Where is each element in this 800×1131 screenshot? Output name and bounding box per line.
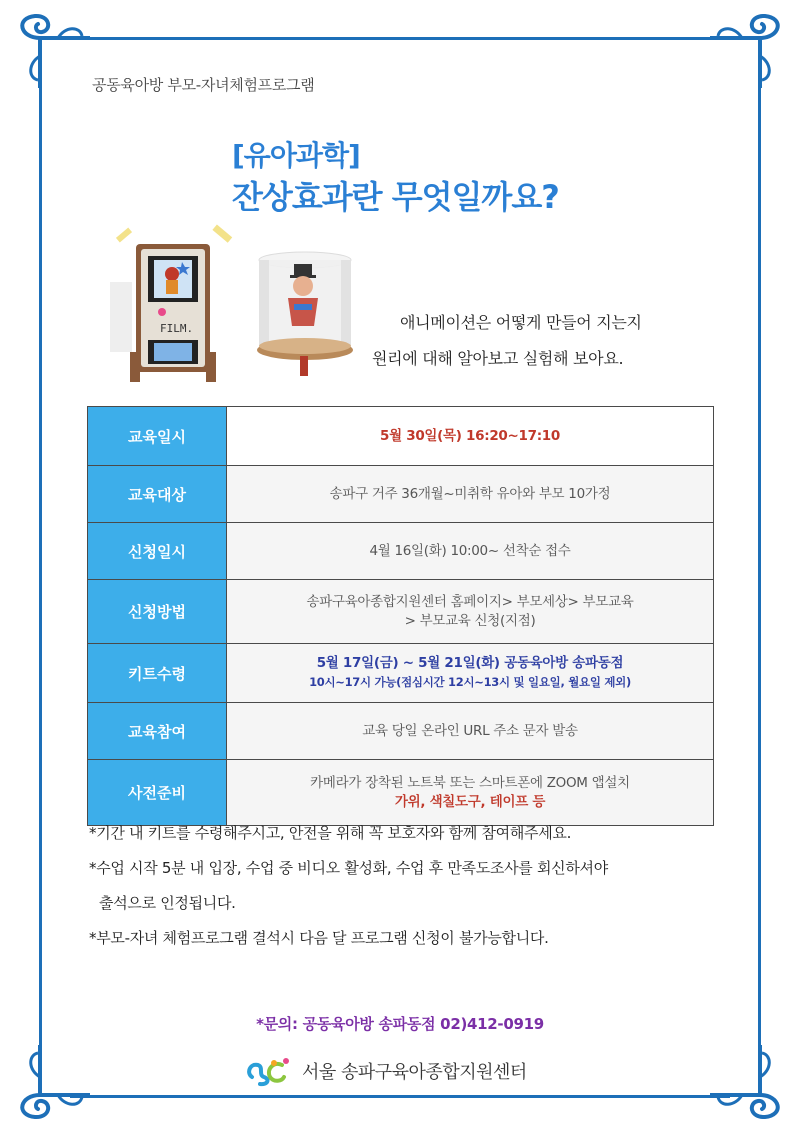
corner-ornament-icon	[10, 1035, 100, 1125]
contact-info: *문의: 공동육아방 송파동점 02)412-0919	[256, 1015, 544, 1033]
corner-ornament-icon	[700, 8, 790, 98]
page-title	[232, 138, 559, 220]
preparation-line2: 가위, 색칠도구, 테이프 등	[394, 793, 546, 810]
frame-left-border	[39, 80, 42, 1051]
kit-pickup-line2: 10시~17시 가능(점심시간 12시~13시 및 일요일, 월요일 제외)	[309, 675, 631, 689]
info-table	[87, 406, 714, 826]
org-name: 서울 송파구육아종합지원센터	[302, 1062, 527, 1083]
note-2b: 출석으로 인정됩니다.	[99, 894, 236, 912]
footer	[244, 1055, 527, 1087]
title-main: 잔상효과란 무엇일까요?	[232, 178, 559, 216]
description	[372, 305, 642, 377]
preparation-line1: 카메라가 장착된 노트북 또는 스마트폰에 ZOOM 앱설치	[310, 774, 630, 791]
title-category: [유아과학]	[232, 139, 360, 172]
corner-ornament-icon	[700, 1035, 790, 1125]
table-header-cell: 교육대상	[88, 466, 227, 522]
table-row-participation	[88, 702, 713, 759]
description-line2: 원리에 대해 알아보고 실험해 보아요.	[372, 349, 624, 368]
frame-bottom-border	[70, 1095, 730, 1098]
table-value-cell	[227, 407, 713, 465]
table-row-target	[88, 465, 713, 522]
participation: 교육 당일 온라인 URL 주소 문자 발송	[362, 722, 578, 739]
table-value-cell	[227, 523, 713, 579]
table-value-cell	[227, 644, 713, 702]
film-toy-illustration	[108, 222, 238, 382]
note-1: *기간 내 키트를 수령해주시고, 안전을 위해 꼭 보호자와 함께 참여해주세요.	[89, 824, 572, 842]
table-header-cell: 교육일시	[88, 407, 227, 465]
table-row-apply-date	[88, 522, 713, 579]
corner-ornament-icon	[10, 8, 100, 98]
description-line1: 애니메이션은 어떻게 만들어 지는지	[400, 313, 642, 332]
table-value-cell	[227, 760, 713, 825]
note-2a: *수업 시작 5분 내 입장, 수업 중 비디오 활성화, 수업 후 만족도조사를 회신하셔야	[89, 859, 608, 877]
note-3: *부모-자녀 체험프로그램 결석시 다음 달 프로그램 신청이 불가능합니다.	[89, 929, 549, 947]
table-header-cell: 신청일시	[88, 523, 227, 579]
table-header-cell: 키트수령	[88, 644, 227, 702]
apply-method-line1: 송파구육아종합지원센터 홈페이지> 부모세상> 부모교육	[306, 593, 634, 610]
table-row-apply-method	[88, 579, 713, 643]
table-header-cell: 사전준비	[88, 760, 227, 825]
table-header-cell: 교육참여	[88, 703, 227, 759]
table-row-date	[88, 407, 713, 465]
frame-top-border	[70, 37, 730, 40]
edu-target: 송파구 거주 36개월~미취학 유아와 부모 10가정	[329, 485, 611, 502]
program-label: 공동육아방 부모-자녀체험프로그램	[92, 76, 315, 94]
table-header-cell: 신청방법	[88, 580, 227, 643]
apply-method-line2: > 부모교육 신청(지점)	[404, 612, 536, 629]
frame-right-border	[758, 80, 761, 1051]
edu-date: 5월 30일(목) 16:20~17:10	[380, 427, 560, 444]
table-row-kit-pickup	[88, 643, 713, 702]
notes	[89, 822, 608, 949]
apply-date: 4월 16일(화) 10:00~ 선착순 접수	[369, 542, 571, 559]
table-value-cell	[227, 466, 713, 522]
svg-text:SC: SC	[244, 1055, 246, 1056]
org-logo-icon	[244, 1055, 294, 1087]
film-caption: FILM.	[160, 322, 194, 335]
table-value-cell	[227, 703, 713, 759]
kit-pickup-line1: 5월 17일(금) ~ 5월 21일(화) 공동육아방 송파동점	[316, 655, 624, 671]
table-row-preparation	[88, 759, 713, 825]
zoetrope-cylinder-illustration	[250, 246, 360, 376]
table-value-cell	[227, 580, 713, 643]
